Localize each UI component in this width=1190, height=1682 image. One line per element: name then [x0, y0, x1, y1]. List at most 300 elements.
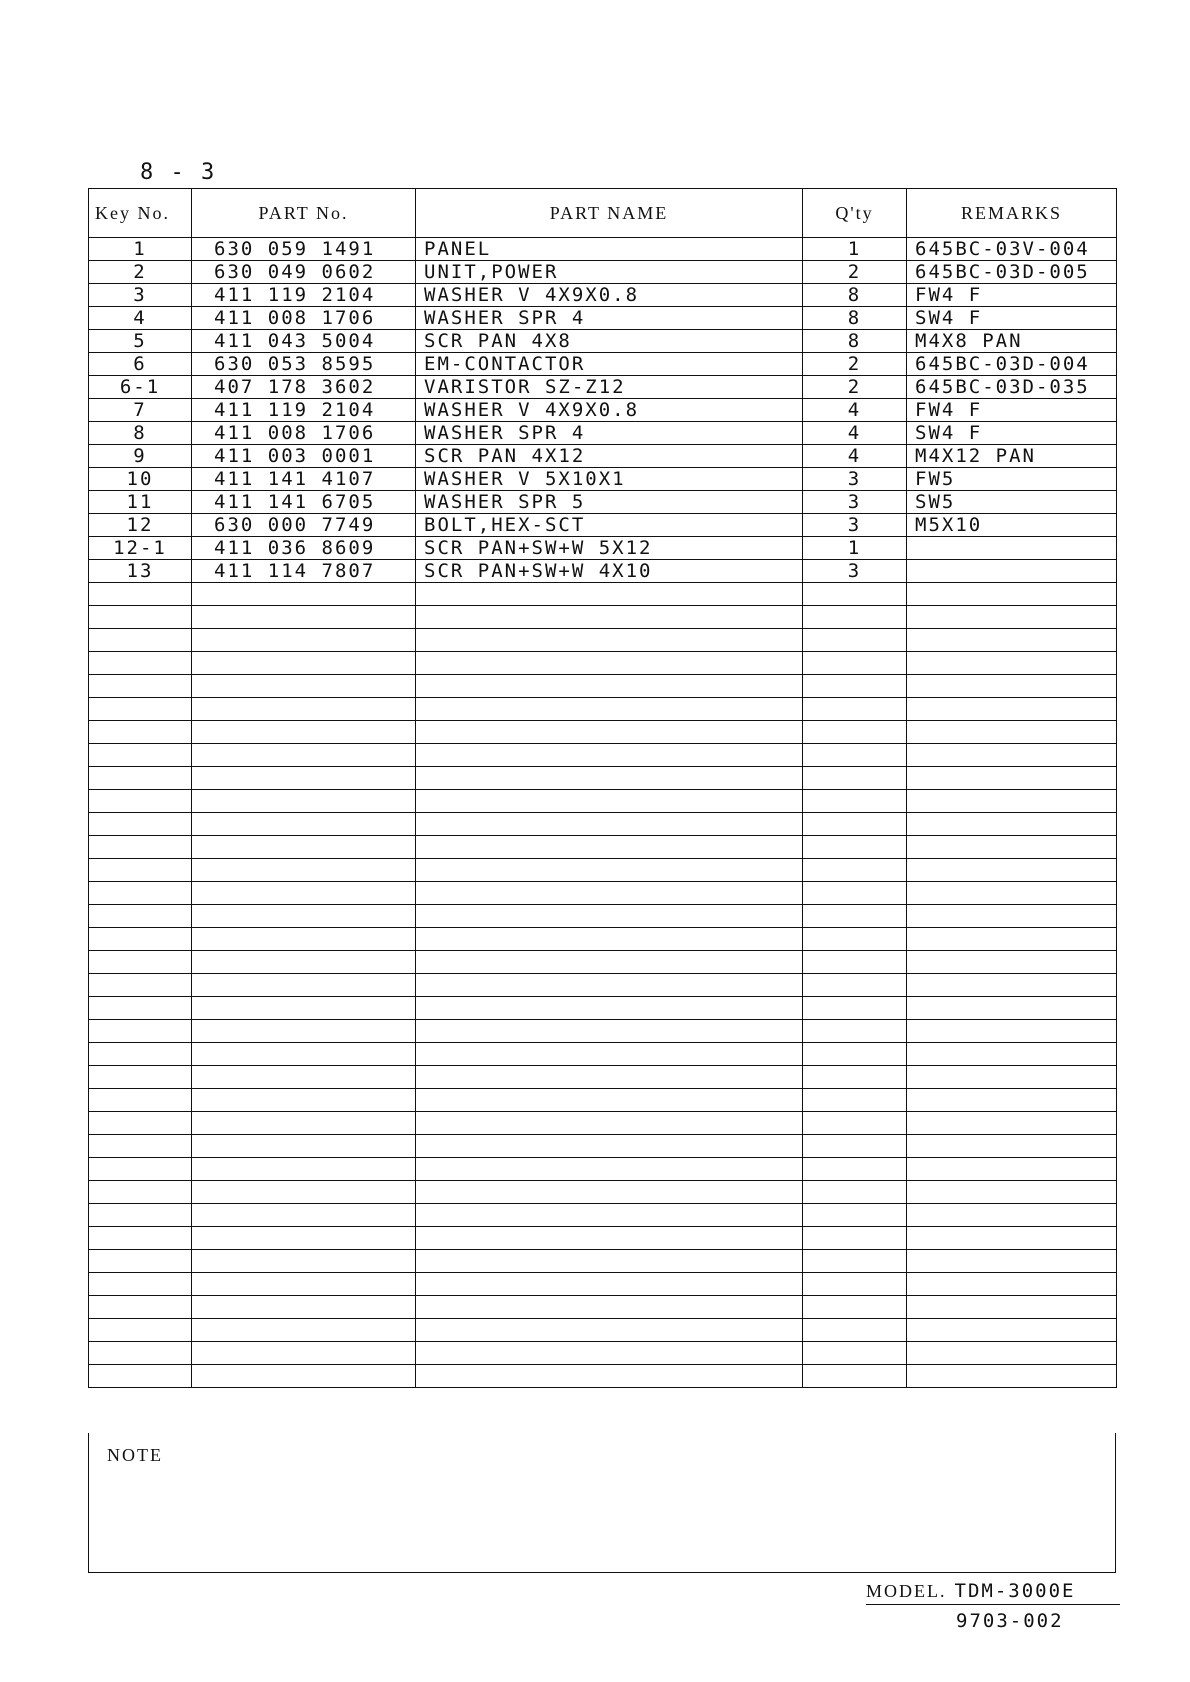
table-row-blank [89, 836, 1117, 859]
cell-part-name-empty [416, 1319, 803, 1342]
cell-part-no-empty [192, 951, 416, 974]
cell-remarks-empty [907, 859, 1117, 882]
cell-part-name: WASHER SPR 5 [416, 491, 803, 514]
cell-qty-empty [803, 1273, 907, 1296]
cell-part-no-empty [192, 859, 416, 882]
cell-remarks-empty [907, 1135, 1117, 1158]
cell-remarks: 645BC-03D-035 [907, 376, 1117, 399]
cell-qty-empty [803, 836, 907, 859]
cell-remarks: M4X8 PAN [907, 330, 1117, 353]
doc-code: 9703-002 [956, 1610, 1064, 1632]
cell-part-no-empty [192, 652, 416, 675]
cell-key-no: 7 [89, 399, 192, 422]
table-row-blank [89, 1158, 1117, 1181]
cell-key-no: 5 [89, 330, 192, 353]
cell-part-no-empty [192, 974, 416, 997]
cell-part-no-empty [192, 1066, 416, 1089]
cell-remarks-empty [907, 629, 1117, 652]
cell-key-no: 1 [89, 238, 192, 261]
cell-part-no-empty [192, 1158, 416, 1181]
cell-part-name-empty [416, 1112, 803, 1135]
header-qty: Q'ty [803, 189, 907, 238]
cell-part-name-empty [416, 859, 803, 882]
cell-part-no-empty [192, 1043, 416, 1066]
cell-remarks: 645BC-03D-004 [907, 353, 1117, 376]
cell-qty-empty [803, 606, 907, 629]
cell-qty: 8 [803, 307, 907, 330]
cell-remarks-empty [907, 928, 1117, 951]
table-row [89, 537, 1117, 560]
cell-key-no-empty [89, 951, 192, 974]
cell-part-no-empty [192, 606, 416, 629]
cell-qty-empty [803, 721, 907, 744]
cell-qty-empty [803, 1135, 907, 1158]
cell-key-no-empty [89, 790, 192, 813]
table-row-blank [89, 698, 1117, 721]
cell-qty: 1 [803, 238, 907, 261]
table-row [89, 376, 1117, 399]
cell-part-name-empty [416, 997, 803, 1020]
cell-part-name-empty [416, 974, 803, 997]
cell-part-no-empty [192, 675, 416, 698]
table-row-blank [89, 744, 1117, 767]
cell-part-name-empty [416, 606, 803, 629]
cell-part-name: PANEL [416, 238, 803, 261]
cell-part-name-empty [416, 1089, 803, 1112]
cell-remarks: FW4 F [907, 284, 1117, 307]
cell-part-name-empty [416, 767, 803, 790]
cell-remarks-empty [907, 1112, 1117, 1135]
cell-remarks-empty [907, 1319, 1117, 1342]
cell-part-no: 411 114 7807 [192, 560, 416, 583]
cell-key-no-empty [89, 1250, 192, 1273]
table-row-blank [89, 721, 1117, 744]
cell-part-no-empty [192, 1204, 416, 1227]
table-row-blank [89, 1250, 1117, 1273]
cell-part-name-empty [416, 882, 803, 905]
cell-qty: 4 [803, 422, 907, 445]
table-row-blank [89, 1135, 1117, 1158]
cell-key-no-empty [89, 1135, 192, 1158]
cell-key-no-empty [89, 652, 192, 675]
cell-remarks-empty [907, 1342, 1117, 1365]
cell-part-name-empty [416, 1020, 803, 1043]
cell-part-name-empty [416, 836, 803, 859]
cell-key-no-empty [89, 974, 192, 997]
cell-qty: 3 [803, 468, 907, 491]
cell-part-name: SCR PAN 4X8 [416, 330, 803, 353]
cell-key-no-empty [89, 606, 192, 629]
model-line [866, 1580, 1120, 1605]
cell-qty-empty [803, 1204, 907, 1227]
table-row-blank [89, 1020, 1117, 1043]
cell-part-no-empty [192, 698, 416, 721]
cell-remarks-empty [907, 1020, 1117, 1043]
table-row-blank [89, 606, 1117, 629]
cell-remarks: SW4 F [907, 422, 1117, 445]
table-row-blank [89, 1296, 1117, 1319]
cell-remarks-empty [907, 583, 1117, 606]
cell-qty-empty [803, 1158, 907, 1181]
cell-remarks: SW5 [907, 491, 1117, 514]
note-label: NOTE [107, 1445, 163, 1465]
cell-remarks: 645BC-03D-005 [907, 261, 1117, 284]
cell-remarks-empty [907, 905, 1117, 928]
cell-key-no-empty [89, 1365, 192, 1388]
cell-part-no: 411 043 5004 [192, 330, 416, 353]
cell-remarks-empty [907, 1250, 1117, 1273]
cell-key-no-empty [89, 1181, 192, 1204]
cell-qty-empty [803, 1296, 907, 1319]
cell-part-name-empty [416, 1296, 803, 1319]
parts-body [89, 238, 1117, 1388]
cell-remarks [907, 560, 1117, 583]
table-row-blank [89, 1089, 1117, 1112]
table-row [89, 399, 1117, 422]
cell-part-no-empty [192, 1319, 416, 1342]
cell-qty-empty [803, 859, 907, 882]
cell-remarks-empty [907, 1158, 1117, 1181]
table-row [89, 422, 1117, 445]
cell-key-no-empty [89, 1273, 192, 1296]
cell-key-no-empty [89, 1112, 192, 1135]
cell-part-name-empty [416, 629, 803, 652]
table-row-blank [89, 1043, 1117, 1066]
cell-qty-empty [803, 675, 907, 698]
cell-part-no: 411 008 1706 [192, 307, 416, 330]
cell-part-no-empty [192, 813, 416, 836]
cell-part-no-empty [192, 790, 416, 813]
cell-key-no: 2 [89, 261, 192, 284]
cell-part-name-empty [416, 1181, 803, 1204]
cell-part-no-empty [192, 928, 416, 951]
cell-qty: 4 [803, 445, 907, 468]
cell-part-no: 411 008 1706 [192, 422, 416, 445]
cell-qty: 2 [803, 376, 907, 399]
cell-key-no-empty [89, 1296, 192, 1319]
cell-key-no-empty [89, 1066, 192, 1089]
cell-qty-empty [803, 1319, 907, 1342]
table-row-blank [89, 652, 1117, 675]
cell-key-no-empty [89, 882, 192, 905]
table-row-blank [89, 675, 1117, 698]
table-row [89, 445, 1117, 468]
cell-qty-empty [803, 652, 907, 675]
cell-key-no: 13 [89, 560, 192, 583]
cell-key-no-empty [89, 1227, 192, 1250]
cell-part-name-empty [416, 905, 803, 928]
cell-qty-empty [803, 951, 907, 974]
cell-remarks-empty [907, 1273, 1117, 1296]
cell-remarks-empty [907, 744, 1117, 767]
cell-remarks-empty [907, 882, 1117, 905]
cell-key-no: 4 [89, 307, 192, 330]
cell-part-name-empty [416, 652, 803, 675]
cell-remarks-empty [907, 813, 1117, 836]
cell-part-name: SCR PAN 4X12 [416, 445, 803, 468]
cell-remarks-empty [907, 606, 1117, 629]
cell-qty: 4 [803, 399, 907, 422]
cell-part-name: WASHER V 5X10X1 [416, 468, 803, 491]
cell-part-no: 630 053 8595 [192, 353, 416, 376]
note-box [88, 1433, 1116, 1573]
cell-part-no: 630 000 7749 [192, 514, 416, 537]
table-row-blank [89, 974, 1117, 997]
cell-part-name-empty [416, 928, 803, 951]
cell-key-no-empty [89, 859, 192, 882]
cell-qty-empty [803, 997, 907, 1020]
table-row-blank [89, 1112, 1117, 1135]
cell-part-no-empty [192, 767, 416, 790]
table-row [89, 307, 1117, 330]
cell-qty-empty [803, 1342, 907, 1365]
table-row [89, 491, 1117, 514]
model-label: MODEL. [866, 1581, 947, 1601]
table-row-blank [89, 1066, 1117, 1089]
cell-part-no-empty [192, 1181, 416, 1204]
table-row-blank [89, 882, 1117, 905]
cell-qty-empty [803, 1112, 907, 1135]
cell-part-name: UNIT,POWER [416, 261, 803, 284]
cell-part-name-empty [416, 1273, 803, 1296]
cell-part-name-empty [416, 951, 803, 974]
cell-remarks-empty [907, 1181, 1117, 1204]
cell-part-no: 411 141 4107 [192, 468, 416, 491]
cell-part-name: SCR PAN+SW+W 5X12 [416, 537, 803, 560]
table-row-blank [89, 905, 1117, 928]
header-key-no: Key No. [89, 189, 192, 238]
cell-qty: 3 [803, 560, 907, 583]
cell-part-no-empty [192, 629, 416, 652]
table-row-blank [89, 767, 1117, 790]
cell-qty-empty [803, 629, 907, 652]
cell-part-no-empty [192, 583, 416, 606]
cell-remarks-empty [907, 951, 1117, 974]
cell-remarks-empty [907, 1043, 1117, 1066]
cell-part-no-empty [192, 882, 416, 905]
table-row-blank [89, 629, 1117, 652]
cell-key-no-empty [89, 905, 192, 928]
cell-part-no-empty [192, 1020, 416, 1043]
cell-qty-empty [803, 928, 907, 951]
table-row [89, 330, 1117, 353]
table-row-blank [89, 1319, 1117, 1342]
parts-table [88, 188, 1117, 1388]
cell-key-no: 10 [89, 468, 192, 491]
cell-qty-empty [803, 1365, 907, 1388]
cell-remarks-empty [907, 652, 1117, 675]
cell-remarks: 645BC-03V-004 [907, 238, 1117, 261]
cell-part-no-empty [192, 997, 416, 1020]
table-row [89, 468, 1117, 491]
cell-remarks-empty [907, 1204, 1117, 1227]
cell-remarks: FW4 F [907, 399, 1117, 422]
cell-key-no: 6 [89, 353, 192, 376]
table-row-blank [89, 813, 1117, 836]
table-row [89, 261, 1117, 284]
cell-part-name: WASHER V 4X9X0.8 [416, 284, 803, 307]
cell-key-no-empty [89, 836, 192, 859]
cell-remarks: FW5 [907, 468, 1117, 491]
cell-qty: 1 [803, 537, 907, 560]
table-header-row [89, 189, 1117, 238]
cell-part-no-empty [192, 721, 416, 744]
cell-part-no-empty [192, 1227, 416, 1250]
cell-part-no-empty [192, 744, 416, 767]
cell-qty: 2 [803, 261, 907, 284]
cell-qty-empty [803, 1250, 907, 1273]
cell-qty: 3 [803, 514, 907, 537]
cell-qty-empty [803, 1227, 907, 1250]
cell-key-no-empty [89, 1089, 192, 1112]
table-row-blank [89, 859, 1117, 882]
cell-qty-empty [803, 790, 907, 813]
cell-qty-empty [803, 813, 907, 836]
cell-part-no-empty [192, 1250, 416, 1273]
cell-remarks: M4X12 PAN [907, 445, 1117, 468]
cell-qty-empty [803, 974, 907, 997]
cell-key-no-empty [89, 721, 192, 744]
table-row-blank [89, 951, 1117, 974]
table-row-blank [89, 928, 1117, 951]
cell-part-name-empty [416, 1204, 803, 1227]
cell-part-no-empty [192, 1342, 416, 1365]
cell-key-no-empty [89, 629, 192, 652]
cell-part-name-empty [416, 1227, 803, 1250]
cell-key-no: 3 [89, 284, 192, 307]
cell-remarks-empty [907, 698, 1117, 721]
cell-remarks-empty [907, 1066, 1117, 1089]
header-remarks: REMARKS [907, 189, 1117, 238]
cell-key-no-empty [89, 1020, 192, 1043]
cell-qty: 8 [803, 284, 907, 307]
cell-remarks-empty [907, 997, 1117, 1020]
cell-remarks-empty [907, 767, 1117, 790]
cell-part-name-empty [416, 813, 803, 836]
cell-qty-empty [803, 905, 907, 928]
cell-qty-empty [803, 767, 907, 790]
cell-part-no: 411 119 2104 [192, 399, 416, 422]
cell-part-name-empty [416, 744, 803, 767]
table-row [89, 284, 1117, 307]
table-row-blank [89, 1273, 1117, 1296]
table-row-blank [89, 583, 1117, 606]
cell-key-no-empty [89, 1319, 192, 1342]
cell-part-no-empty [192, 1296, 416, 1319]
cell-qty-empty [803, 1066, 907, 1089]
table-row-blank [89, 790, 1117, 813]
cell-key-no-empty [89, 997, 192, 1020]
cell-qty-empty [803, 744, 907, 767]
cell-qty-empty [803, 698, 907, 721]
cell-part-name-empty [416, 721, 803, 744]
cell-remarks-empty [907, 675, 1117, 698]
cell-qty-empty [803, 882, 907, 905]
cell-key-no-empty [89, 1158, 192, 1181]
cell-part-no: 630 049 0602 [192, 261, 416, 284]
cell-remarks-empty [907, 721, 1117, 744]
cell-part-no: 407 178 3602 [192, 376, 416, 399]
cell-key-no: 6-1 [89, 376, 192, 399]
cell-key-no-empty [89, 1043, 192, 1066]
cell-part-no-empty [192, 905, 416, 928]
model-value: TDM-3000E [954, 1580, 1076, 1602]
cell-qty: 2 [803, 353, 907, 376]
cell-part-name: VARISTOR SZ-Z12 [416, 376, 803, 399]
cell-part-name: SCR PAN+SW+W 4X10 [416, 560, 803, 583]
cell-part-no: 411 036 8609 [192, 537, 416, 560]
cell-part-name-empty [416, 790, 803, 813]
cell-qty: 8 [803, 330, 907, 353]
cell-remarks [907, 537, 1117, 560]
cell-key-no-empty [89, 928, 192, 951]
cell-key-no-empty [89, 813, 192, 836]
cell-part-name: WASHER SPR 4 [416, 422, 803, 445]
cell-key-no-empty [89, 1342, 192, 1365]
cell-key-no-empty [89, 1204, 192, 1227]
cell-qty-empty [803, 1043, 907, 1066]
cell-remarks-empty [907, 974, 1117, 997]
cell-qty-empty [803, 1020, 907, 1043]
cell-part-no: 411 003 0001 [192, 445, 416, 468]
cell-remarks-empty [907, 1296, 1117, 1319]
cell-part-name-empty [416, 1365, 803, 1388]
cell-remarks-empty [907, 836, 1117, 859]
cell-remarks: SW4 F [907, 307, 1117, 330]
cell-key-no-empty [89, 698, 192, 721]
cell-part-name-empty [416, 1158, 803, 1181]
cell-key-no: 8 [89, 422, 192, 445]
section-label: 8 - 3 [140, 160, 217, 185]
cell-part-no: 411 119 2104 [192, 284, 416, 307]
table-row-blank [89, 1181, 1117, 1204]
cell-part-name-empty [416, 675, 803, 698]
table-row [89, 238, 1117, 261]
cell-remarks-empty [907, 1089, 1117, 1112]
cell-key-no-empty [89, 675, 192, 698]
cell-part-no-empty [192, 1365, 416, 1388]
cell-qty: 3 [803, 491, 907, 514]
table-row-blank [89, 1342, 1117, 1365]
cell-part-no-empty [192, 1273, 416, 1296]
cell-remarks-empty [907, 790, 1117, 813]
cell-key-no-empty [89, 767, 192, 790]
cell-key-no-empty [89, 744, 192, 767]
table-row [89, 353, 1117, 376]
cell-key-no: 12 [89, 514, 192, 537]
cell-part-name-empty [416, 1066, 803, 1089]
cell-part-name-empty [416, 1342, 803, 1365]
cell-part-name: WASHER V 4X9X0.8 [416, 399, 803, 422]
table-row [89, 560, 1117, 583]
cell-qty-empty [803, 583, 907, 606]
cell-remarks-empty [907, 1227, 1117, 1250]
cell-part-no-empty [192, 1135, 416, 1158]
header-part-name: PART NAME [416, 189, 803, 238]
table-row-blank [89, 997, 1117, 1020]
cell-part-no-empty [192, 1089, 416, 1112]
cell-part-no: 630 059 1491 [192, 238, 416, 261]
cell-qty-empty [803, 1181, 907, 1204]
cell-key-no: 11 [89, 491, 192, 514]
table-row-blank [89, 1227, 1117, 1250]
cell-key-no-empty [89, 583, 192, 606]
table-row [89, 514, 1117, 537]
cell-part-name-empty [416, 1250, 803, 1273]
table-row-blank [89, 1365, 1117, 1388]
cell-remarks: M5X10 [907, 514, 1117, 537]
cell-part-name: EM-CONTACTOR [416, 353, 803, 376]
